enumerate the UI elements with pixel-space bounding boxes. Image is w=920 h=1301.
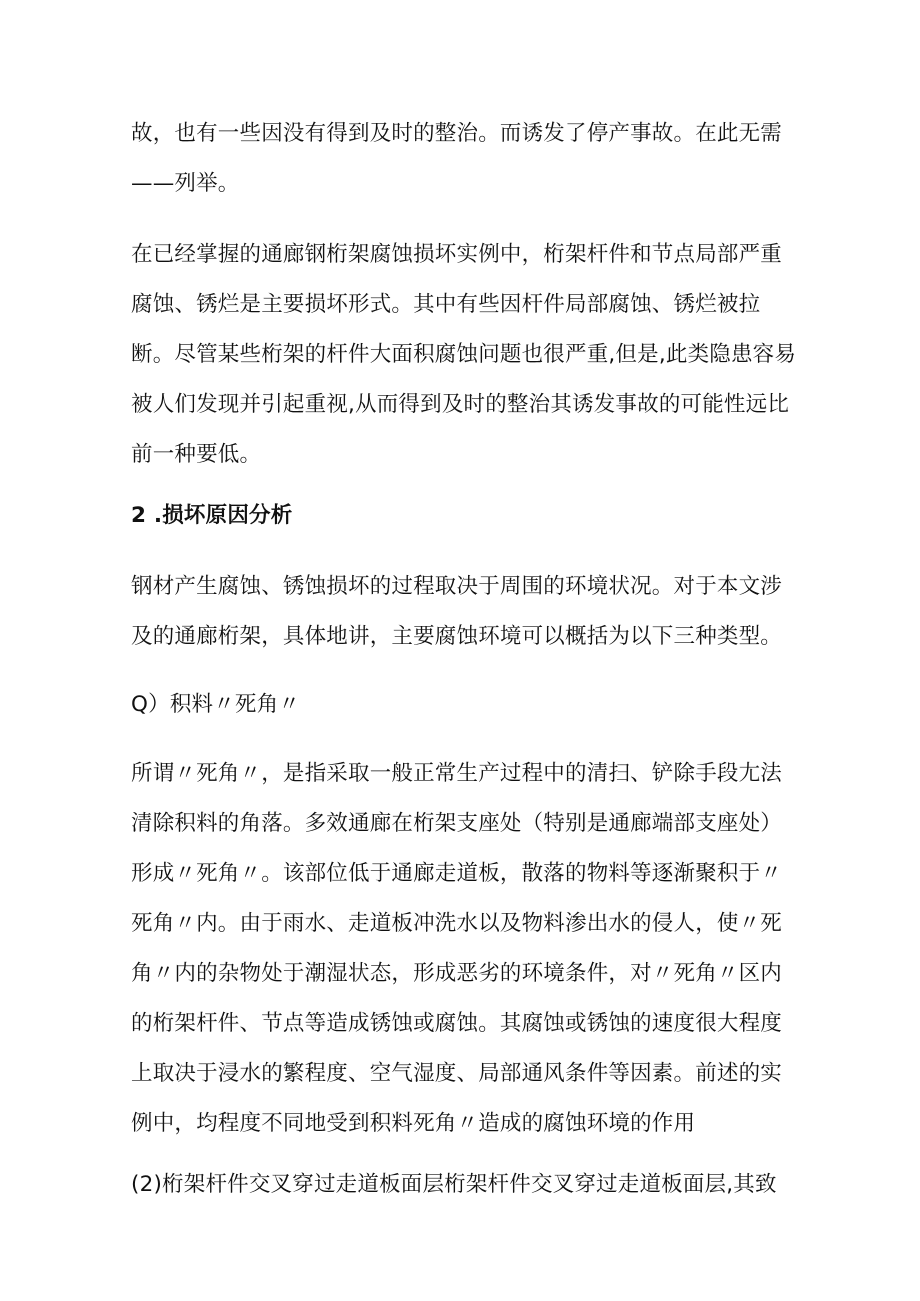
text-line: 前一种要低。	[131, 442, 262, 467]
paragraph-dead-corner	[131, 749, 791, 1149]
text-line: 在已经掌握的通廊钢桁架腐蚀损坏实例中，桁架杆件和节点局部严重	[131, 242, 783, 267]
text-line: 腐蚀、锈烂是主要损坏形式。其中有些因杆件局部腐蚀、锈烂被拉	[131, 292, 761, 317]
paragraph-environment	[131, 562, 791, 662]
text-line: 上取决于浸水的繁程度、空气湿度、局部通风条件等因素。前述的实	[131, 1061, 783, 1086]
text-line: ——列举。	[131, 171, 240, 196]
paragraph-damage-examples	[131, 230, 797, 480]
section-title: 2 .损坏原因分析	[131, 503, 293, 528]
text-line: 角〃内的杂物处于潮湿状态，形成恶劣的环境条件，对〃死角〃区内	[131, 961, 783, 986]
paragraph-intro-continuation	[131, 109, 791, 209]
text-line: 钢材产生腐蚀、锈蚀损坏的过程取决于周围的环境状况。对于本文涉	[131, 574, 783, 599]
text-line: 故，也有一些因没有得到及时的整治。而诱发了停产事故。在此无需	[131, 121, 783, 146]
text-line: 清除积料的角落。多效通廊在桁架支座处（特别是通廊端部支座处）	[131, 811, 783, 836]
text-line: 及的通廊桁架，具体地讲，主要腐蚀环境可以概括为以下三种类型。	[131, 624, 783, 649]
section-heading	[131, 491, 791, 541]
text-line: 死角〃内。由于雨水、走道板冲洗水以及物料渗出水的侵人，使〃死	[131, 911, 783, 936]
text-line: 例中，均程度不同地受到积料死角〃造成的腐蚀环境的作用	[131, 1111, 696, 1136]
text-line: 形成〃死角〃。该部位低于通廊走道板，散落的物料等逐渐聚积于〃	[131, 861, 783, 886]
paragraph-truss-crossing	[131, 1160, 791, 1210]
subheading-dead-corner	[131, 680, 791, 730]
text-line: 的桁架杆件、节点等造成锈蚀或腐蚀。其腐蚀或锈蚀的速度很大程度	[131, 1011, 783, 1036]
text-line: 所谓〃死角〃，是指采取一般正常生产过程中的清扫、铲除手段尢法	[131, 761, 783, 786]
text-line: 断。尽管某些桁架的杆件大面积腐蚀问题也很严重,但是,此类隐患容易	[131, 342, 797, 367]
text-line: 被人们发现并引起重视,从而得到及时的整治其诱发事故的可能性远比	[131, 392, 790, 417]
subsection-title: Q）积料〃死角〃	[131, 692, 301, 717]
text-line: (2)桁架杆件交叉穿过走道板面层桁架杆件交叉穿过走道板面层,其致	[131, 1172, 777, 1197]
